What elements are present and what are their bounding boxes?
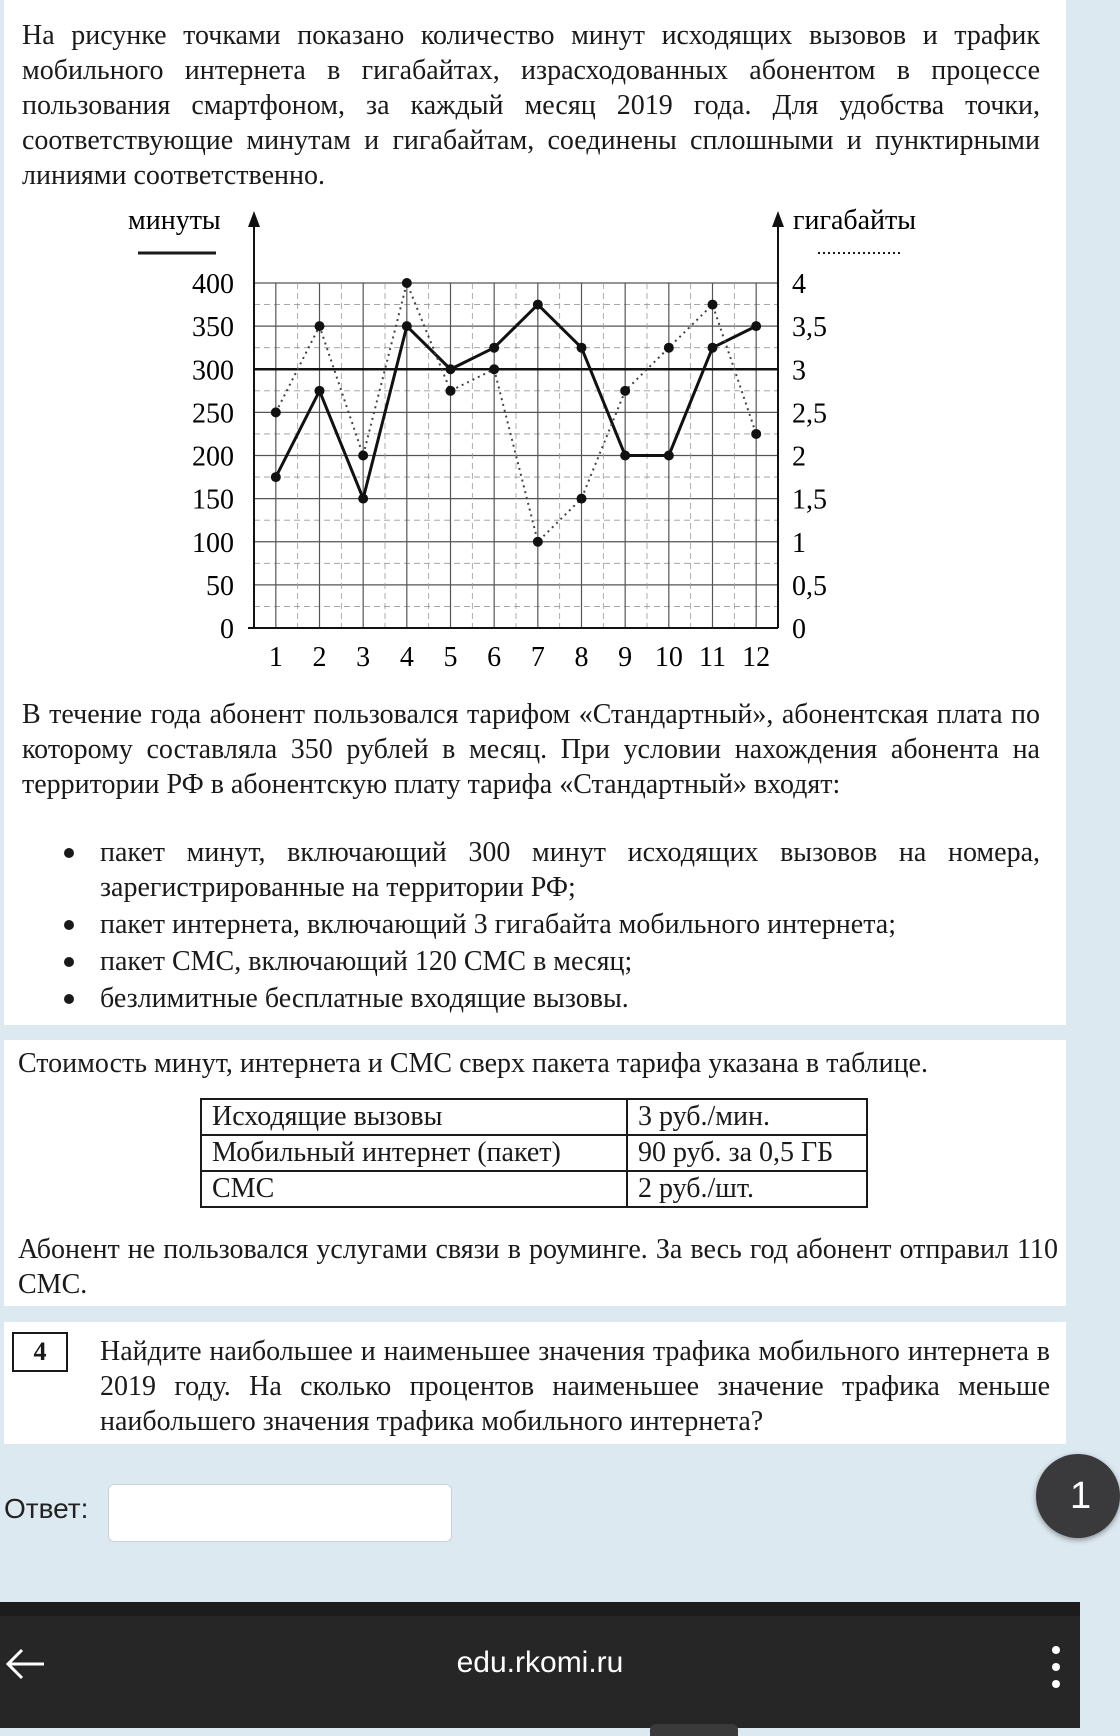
question-text: Найдите наибольшее и наименьшее значения трафика мобильного интернета в 2019 году. На сколько процентов наименьшее значение трафика меньше наибольшего значения трафика мобильного интернета? (100, 1336, 1050, 1437)
browser-divider (0, 1602, 1080, 1616)
y-axis-right-label: гигабайты (793, 205, 917, 236)
y-left-tick-label: 50 (206, 570, 234, 602)
table-cell: 90 руб. за 0,5 ГБ (627, 1135, 867, 1171)
chart-grid (254, 283, 778, 628)
list-item: пакет СМС, включающий 120 СМС в месяц; (22, 944, 1040, 979)
minutes-point (664, 451, 674, 461)
table-row (201, 1171, 867, 1207)
x-tick-label: 6 (487, 642, 502, 673)
minutes-point (533, 300, 543, 310)
y-right-tick-label: 3 (792, 355, 806, 387)
table-cell: Исходящие вызовы (201, 1099, 627, 1135)
gigabytes-point (664, 343, 674, 353)
y-left-tick-label: 100 (192, 527, 234, 559)
answer-label: Ответ: (4, 1493, 89, 1524)
gigabytes-point (489, 364, 499, 374)
y-left-tick-label: 200 (192, 441, 234, 473)
minutes-point (751, 321, 761, 331)
chart-tick-labels (192, 269, 827, 673)
x-tick-label: 12 (742, 642, 771, 673)
cost-intro-text: Стоимость минут, интернета и СМС сверх пакета тарифа указана в таблице. (18, 1048, 928, 1079)
y-right-tick-label: 0 (792, 614, 806, 645)
floating-action-button[interactable]: 1 (1036, 1454, 1120, 1538)
question-number: 4 (12, 1332, 68, 1372)
gigabytes-point (533, 537, 543, 547)
y-left-tick-label: 300 (192, 355, 234, 387)
gigabytes-point (620, 386, 630, 396)
gigabytes-point (751, 429, 761, 439)
y-left-tick-label: 250 (192, 398, 234, 430)
x-tick-label: 11 (699, 642, 726, 673)
list-item: безлимитные бесплатные входящие вызовы. (22, 981, 1040, 1016)
gigabytes-point (577, 494, 587, 504)
y-right-tick-label: 0,5 (792, 570, 827, 602)
minutes-point (402, 321, 412, 331)
x-tick-label: 2 (312, 642, 327, 673)
gigabytes-point (271, 407, 281, 417)
price-table (200, 1098, 868, 1208)
table-row (201, 1099, 867, 1135)
gigabytes-point (446, 386, 456, 396)
minutes-point (489, 343, 499, 353)
minutes-point (708, 343, 718, 353)
minutes-point (620, 451, 630, 461)
y-left-tick-label: 0 (220, 614, 234, 645)
y-right-tick-label: 3,5 (792, 312, 827, 344)
tariff-text: В течение года абонент пользовался тарифом «Стандартный», абонентская плата по которому составляла 350 рублей в месяц. При условии нахождения абонента на территории РФ в абонентскую плату тарифа «Стандартный» входят: (22, 699, 1040, 800)
y-axis-left-arrow (248, 211, 260, 227)
intro-text: На рисунке точками показано количество минут исходящих вызовов и трафик мобильного интернета в гигабайтах, израсходованных абонентом в процессе пользования смартфоном, за каждый месяц 2019 года. Для удобства точки, соответствующие минутам и гигабайтам, соединены сплошными и пунктирными линиями соответственно. (22, 20, 1040, 191)
x-tick-label: 4 (399, 642, 414, 673)
table-cell: Мобильный интернет (пакет) (201, 1135, 627, 1171)
x-tick-label: 10 (654, 642, 683, 673)
y-axis-left-label: минуты (128, 205, 221, 236)
x-tick-label: 1 (268, 642, 283, 673)
table-cell: 3 руб./мин. (627, 1099, 867, 1135)
y-right-tick-label: 1 (792, 527, 806, 559)
x-tick-label: 7 (530, 642, 545, 673)
browser-bottom-bar (0, 1616, 1080, 1728)
gigabytes-point (402, 278, 412, 288)
roaming-text: Абонент не пользовался услугами связи в роуминге. За весь год абонент отправил 110 СМС. (18, 1234, 1058, 1300)
x-tick-label: 9 (618, 642, 633, 673)
minutes-point (271, 472, 281, 482)
minutes-point (358, 494, 368, 504)
url-bar[interactable]: edu.rkomi.ru (456, 1646, 624, 1679)
y-right-tick-label: 2 (792, 441, 806, 473)
y-right-tick-label: 2,5 (792, 398, 827, 430)
y-axis-right-arrow (772, 211, 784, 227)
gigabytes-point (708, 300, 718, 310)
gesture-pill (650, 1724, 738, 1736)
more-vertical-icon[interactable] (1046, 1642, 1066, 1692)
x-tick-label: 8 (574, 642, 589, 673)
list-item: пакет интернета, включающий 3 гигабайта мобильного интернета; (22, 907, 1040, 942)
x-tick-label: 3 (356, 642, 371, 673)
y-left-tick-label: 400 (192, 269, 234, 300)
answer-input[interactable] (108, 1484, 452, 1542)
y-left-tick-label: 150 (192, 484, 234, 516)
usage-chart (0, 195, 1080, 675)
gigabytes-point (358, 451, 368, 461)
x-tick-label: 5 (443, 642, 458, 673)
minutes-point (446, 364, 456, 374)
list-item: пакет минут, включающий 300 минут исходящих вызовов на номера, зарегистрированные на территории РФ; (22, 835, 1040, 905)
minutes-point (315, 386, 325, 396)
table-row (201, 1135, 867, 1171)
table-cell: СМС (201, 1171, 627, 1207)
table-cell: 2 руб./шт. (627, 1171, 867, 1207)
gigabytes-point (315, 321, 325, 331)
y-right-tick-label: 1,5 (792, 484, 827, 516)
included-services-list (22, 835, 1040, 1018)
minutes-point (577, 343, 587, 353)
y-right-tick-label: 4 (792, 269, 806, 300)
y-left-tick-label: 350 (192, 312, 234, 344)
